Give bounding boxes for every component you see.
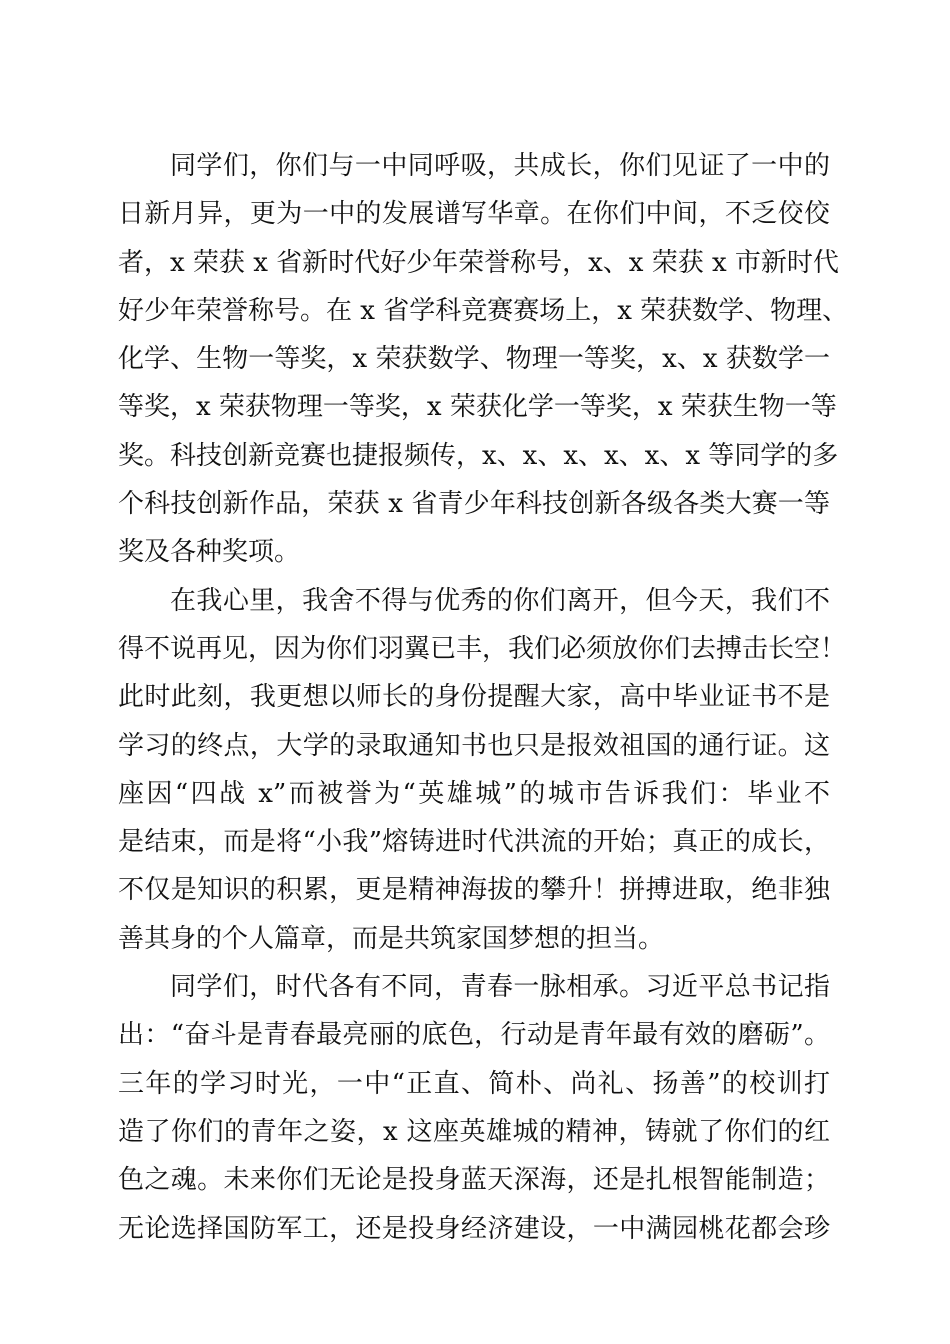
paragraph-1-line-1: 同学们，你们与一中同呼吸，共成长，你们见证了一中的 [170,151,830,181]
paragraph-2-line-7: 不仅是知识的积累，更是精神海拔的攀升！拼搏进取，绝非独 [118,875,830,906]
paragraph-1-line-3: 者，x 荣获 x 省新时代好少年荣誉称号，x、x 荣获 x 市新时代 [118,247,839,278]
paragraph-2-line-8: 善其身的个人篇章，而是共筑家国梦想的担当。 [118,923,665,954]
paragraph-3-line-1: 同学们，时代各有不同，青春一脉相承。习近平总书记指 [170,972,830,1003]
paragraph-3-line-5: 色之魂。未来你们无论是投身蓝天深海，还是扎根智能制造； [118,1165,830,1196]
body-text [118,142,849,1253]
paragraph-2-line-2: 得不说再见，因为你们羽翼已丰，我们必须放你们去搏击长空！ [118,633,847,664]
paragraph-2-line-6: 是结束，而是将“小我”熔铸进时代洪流的开始；真正的成长， [118,827,830,858]
paragraph-1-line-5: 化学、生物一等奖，x 荣获数学、物理一等奖，x、x 获数学一 [118,344,830,375]
paragraph-2-line-1: 在我心里，我舍不得与优秀的你们离开，但今天，我们不 [170,585,830,616]
paragraph-3-line-3: 三年的学习时光，一中“正直、简朴、尚礼、扬善”的校训打 [118,1068,830,1099]
paragraph-1-line-8: 个科技创新作品，荣获 x 省青少年科技创新各级各类大赛一等 [118,489,830,520]
paragraph-1-line-7: 奖。科技创新竞赛也捷报频传，x、x、x、x、x、x 等同学的多 [118,440,839,471]
paragraph-3-line-6: 无论选择国防军工，还是投身经济建设，一中满园桃花都会珍 [118,1213,830,1244]
paragraph-2-line-5: 座因“四战 x”而被誉为“英雄城”的城市告诉我们：毕业不 [118,778,830,809]
paragraph-3-line-4: 造了你们的青年之姿，x 这座英雄城的精神，铸就了你们的红 [118,1116,830,1147]
paragraph-1-line-4: 好少年荣誉称号。在 x 省学科竞赛赛场上，x 荣获数学、物理、 [118,295,849,326]
paragraph-1-line-9: 奖及各种奖项。 [118,537,301,568]
paragraph-2-line-4: 学习的终点，大学的录取通知书也只是报效祖国的通行证。这 [118,730,830,761]
paragraph-3-line-2: 出：“奋斗是青春最亮丽的底色，行动是青年最有效的磨砺”。 [118,1020,830,1051]
paragraph-2-line-3: 此时此刻，我更想以师长的身份提醒大家，高中毕业证书不是 [118,682,830,713]
paragraph-1-line-6: 等奖，x 荣获物理一等奖，x 荣获化学一等奖，x 荣获生物一等 [118,392,837,423]
paragraph-1-line-2: 日新月异，更为一中的发展谱写华章。在你们中间，不乏佼佼 [118,199,830,230]
